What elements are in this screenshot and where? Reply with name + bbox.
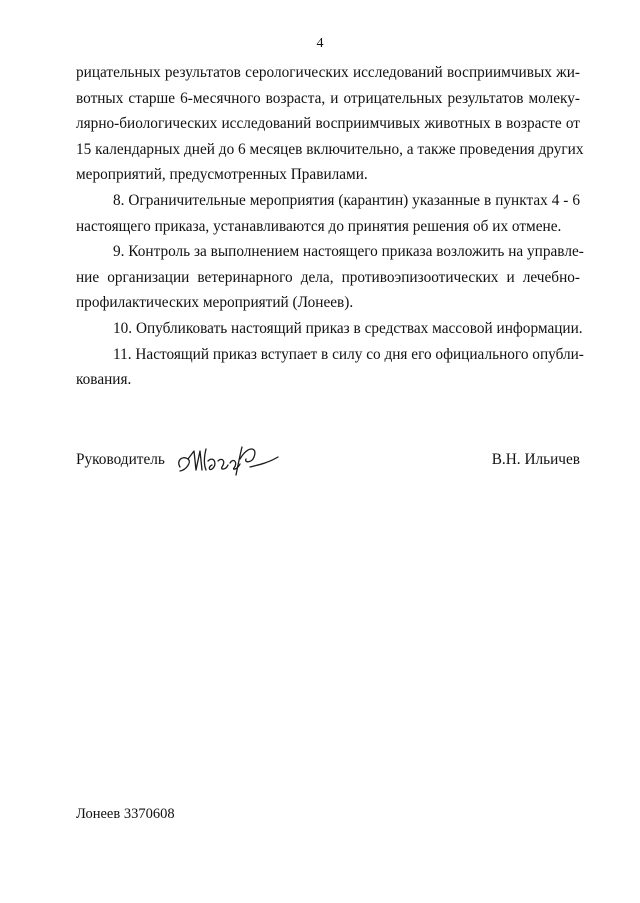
text-line: 15 календарных дней до 6 месяцев включительно, а также проведения других — [76, 140, 584, 158]
paragraph-continuation — [76, 60, 584, 188]
text-line: 9. Контроль за выполнением настоящего приказа возложить на управле- — [113, 243, 584, 261]
signature-strokes — [179, 447, 278, 475]
text-line: лярно-биологических исследований восприимчивых животных в возрасте от — [76, 115, 580, 133]
handwritten-signature — [174, 437, 284, 481]
paragraph-item-8 — [76, 188, 580, 239]
text-line: мероприятий, предусмотренных Правилами. — [76, 166, 368, 184]
paragraph-item-9 — [76, 239, 584, 316]
text-line: 8. Ограничительные мероприятия (карантин) указанные в пунктах 4 - 6 — [113, 191, 580, 209]
text-line: вотных старше 6-месячного возраста, и отрицательных результатов молеку- — [76, 89, 580, 107]
page-number: 4 — [316, 36, 324, 51]
text-line: кования. — [76, 371, 132, 389]
paragraph-item-10 — [76, 316, 583, 342]
document-body — [76, 60, 584, 393]
signer-name: В.Н. Ильичев — [491, 451, 580, 468]
text-line: 11. Настоящий приказ вступает в силу со дня его официального опубли- — [113, 345, 584, 363]
text-line: ние организации ветеринарного дела, противоэпизоотических и лечебно- — [76, 268, 580, 286]
paragraph-item-11 — [76, 342, 584, 393]
text-line: профилактических мероприятий (Лонеев). — [76, 294, 354, 312]
executor-line: Лонеев 3370608 — [76, 806, 175, 822]
text-line: настоящего приказа, устанавливаются до принятия решения об их отмене. — [76, 217, 562, 235]
text-line: 10. Опубликовать настоящий приказ в средствах массовой информации. — [113, 319, 583, 337]
signature-block — [76, 443, 580, 483]
signer-title: Руководитель — [76, 451, 165, 468]
text-line: рицательных результатов серологических исследований восприимчивых жи- — [76, 64, 580, 81]
